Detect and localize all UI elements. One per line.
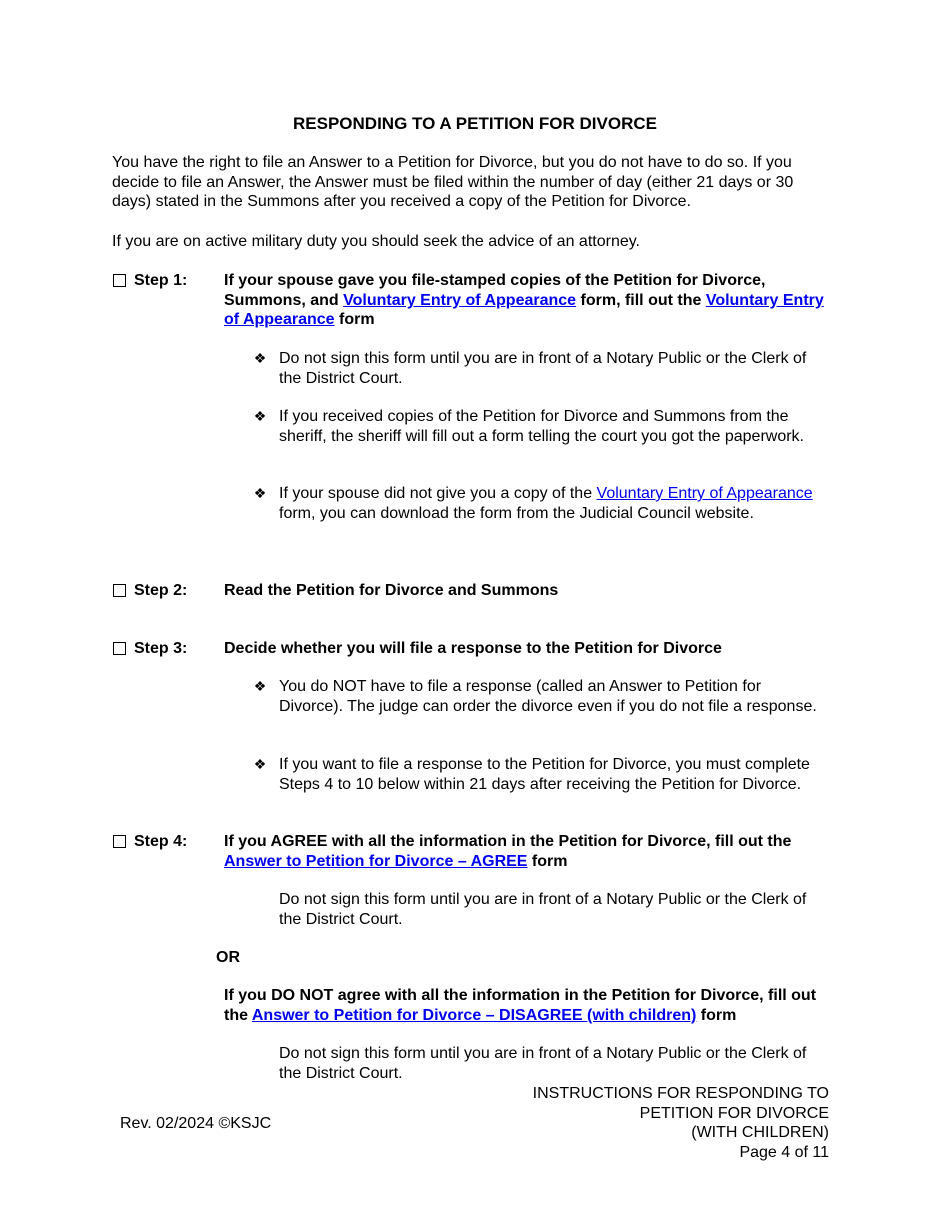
military-paragraph: If you are on active military duty you should seek the advice of an attorney.: [112, 233, 640, 250]
step-4-text-part1: If you AGREE with all the information in the Petition for Divorce, fill out the: [224, 833, 792, 850]
step-1-bullet-2-text: If you received copies of the Petition for Divorce and Summons from the sheriff, the sheriff will fill out a form telling the court you got the paperwork.: [279, 408, 804, 445]
step-1-text-part1: If your spouse gave you file-stamped copies of the Petition for Divorce, Summons, and: [224, 272, 766, 309]
step-2-checkbox[interactable]: [113, 584, 126, 597]
page-title: RESPONDING TO A PETITION FOR DIVORCE: [293, 114, 657, 133]
footer-title-line-3: (WITH CHILDREN): [691, 1124, 829, 1142]
step-3-bullet-1-text: You do NOT have to file a response (called an Answer to Petition for Divorce). The judge can order the divorce even if you do not file a response.: [279, 678, 817, 715]
step-3-checkbox[interactable]: [113, 642, 126, 655]
step-1-text-part2: form, fill out the: [576, 291, 706, 309]
page-number: Page 4 of 11: [739, 1143, 829, 1161]
footer-title-line-2: PETITION FOR DIVORCE: [639, 1104, 829, 1122]
step-1-bullet-1-text: Do not sign this form until you are in front of a Notary Public or the Clerk of the District Court.: [279, 350, 807, 387]
step-4-label: Step 4:: [134, 833, 188, 850]
or-label: OR: [216, 949, 240, 966]
step-4-note-2: Do not sign this form until you are in front of a Notary Public or the Clerk of the District Court.: [279, 1045, 807, 1082]
bullet-diamond-icon: ❖: [253, 678, 267, 694]
bullet-diamond-icon: ❖: [253, 350, 267, 366]
revision-footer: Rev. 02/2024 ©KSJC: [120, 1115, 272, 1132]
step-1-label: Step 1:: [134, 272, 188, 289]
voluntary-entry-link-3[interactable]: Voluntary Entry of Appearance: [596, 485, 813, 502]
step-1-bullet-3-part1: If your spouse did not give you a copy of the: [279, 485, 597, 502]
step-1-checkbox[interactable]: [113, 274, 126, 287]
step-4-alt-part1: If you DO NOT agree with all the information in the Petition for Divorce, fill out the: [224, 987, 817, 1024]
bullet-diamond-icon: ❖: [253, 485, 267, 501]
answer-disagree-link[interactable]: Answer to Petition for Divorce – DISAGREE (with children): [251, 1006, 697, 1024]
step-4-text: [224, 832, 834, 871]
step-4-text-part2: form: [527, 852, 568, 870]
answer-agree-link[interactable]: Answer to Petition for Divorce – AGREE: [224, 852, 528, 870]
footer-title-line-1: INSTRUCTIONS FOR RESPONDING TO: [532, 1085, 829, 1102]
bullet-diamond-icon: ❖: [253, 408, 267, 424]
step-4-alt-part2: form: [696, 1006, 737, 1024]
step-2-label: Step 2:: [134, 582, 188, 599]
step-3-label: Step 3:: [134, 640, 188, 657]
step-4-checkbox[interactable]: [113, 835, 126, 848]
step-1-text: [224, 271, 834, 330]
step-4-note-1: Do not sign this form until you are in front of a Notary Public or the Clerk of the District Court.: [279, 891, 807, 928]
bullet-diamond-icon: ❖: [253, 756, 267, 772]
step-1-bullet-3-text: [279, 484, 829, 523]
step-1-bullet-3-part2: form, you can download the form from the Judicial Council website.: [279, 504, 754, 522]
voluntary-entry-link-1[interactable]: Voluntary Entry of Appearance: [343, 291, 577, 309]
step-2-text: Read the Petition for Divorce and Summons: [224, 582, 559, 599]
voluntary-entry-link-2[interactable]: Voluntary Entry of Appearance: [224, 291, 824, 329]
step-3-bullet-2-text: If you want to file a response to the Petition for Divorce, you must complete Steps 4 to 10 below within 21 days after receiving the Petition for Divorce.: [279, 756, 810, 793]
step-1-text-part3: form: [334, 311, 375, 329]
intro-paragraph: You have the right to file an Answer to a Petition for Divorce, but you do not have to do so. If you decide to file an Answer, the Answer must be filed within the number of day (either 21 days or 30 days) stated in the Summons after you received a copy of the Petition for Divorce.: [112, 154, 794, 211]
step-4-alternative: [224, 986, 834, 1025]
step-3-text: Decide whether you will file a response to the Petition for Divorce: [224, 640, 722, 657]
document-footer: [480, 1084, 829, 1162]
